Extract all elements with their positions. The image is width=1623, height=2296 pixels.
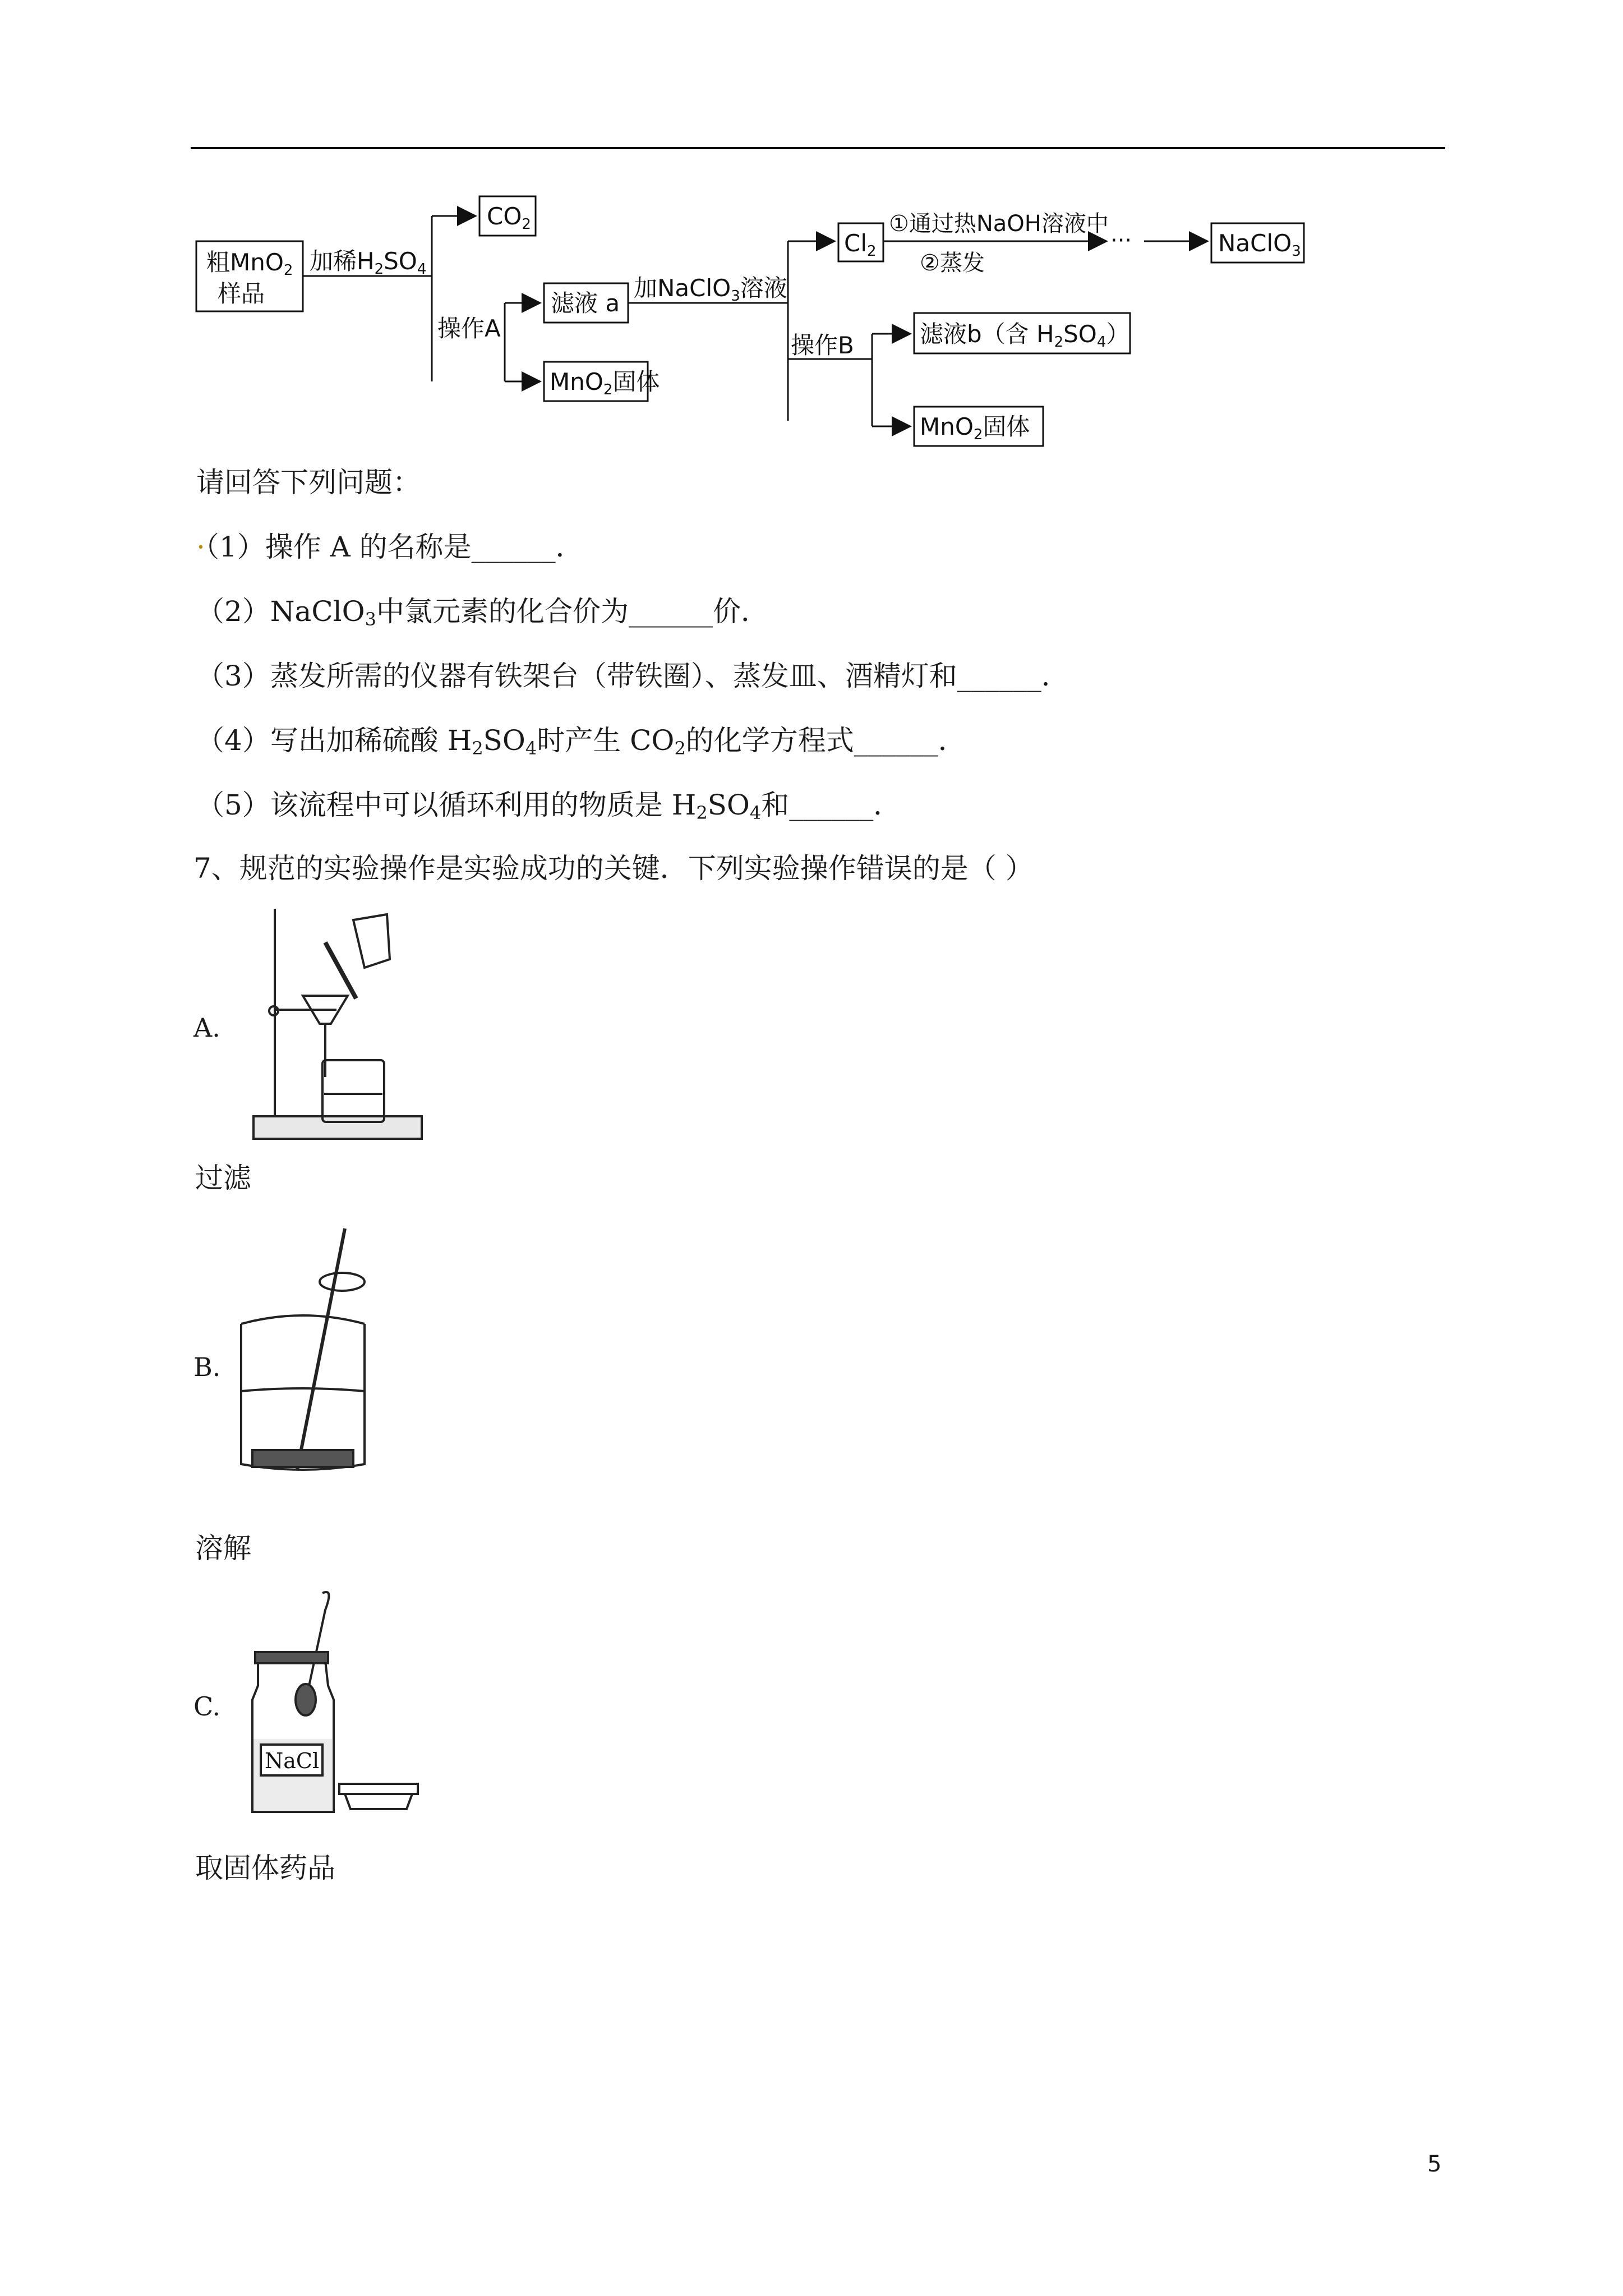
svg-text:NaClO3: NaClO3 <box>1218 229 1301 260</box>
option-b-letter: B. <box>193 1352 221 1382</box>
svg-text:滤液b（含 H2SO4）: 滤液b（含 H2SO4） <box>920 320 1130 351</box>
option-a-letter: A. <box>193 1013 220 1043</box>
header-rule <box>191 147 1445 149</box>
question-4: （4）写出加稀硫酸 $H_2SO_4$时产生 $CO_2$的化学方程式______． <box>196 724 966 759</box>
svg-text:CO2: CO2 <box>487 203 531 233</box>
questions-intro: 请回答下列问题： <box>196 466 421 499</box>
svg-text:操作B: 操作B <box>791 332 854 359</box>
nacl-label: NaCl <box>265 1749 320 1773</box>
svg-text:②蒸发: ②蒸发 <box>920 250 985 276</box>
svg-text:MnO2固体: MnO2固体 <box>920 413 1030 443</box>
option-c-caption: 取固体药品 <box>195 1852 335 1884</box>
svg-text:粗MnO2: 粗MnO2 <box>206 249 293 279</box>
svg-text:MnO2固体: MnO2固体 <box>550 368 660 398</box>
svg-text:①通过热NaOH溶液中: ①通过热NaOH溶液中 <box>889 211 1109 237</box>
solid-reagent-illustration <box>236 1588 426 1829</box>
svg-text:···: ··· <box>1110 228 1132 254</box>
question-5: （5）该流程中可以循环利用的物质是 $H_2SO_4$和______． <box>196 789 902 823</box>
dissolving-illustration <box>230 1223 376 1475</box>
svg-text:加NaClO3溶液: 加NaClO3溶液 <box>634 274 787 305</box>
svg-text:操作A: 操作A <box>437 315 501 342</box>
svg-text:滤液 a: 滤液 a <box>551 289 620 317</box>
option-c-letter: C. <box>193 1691 221 1722</box>
svg-text:Cl2: Cl2 <box>844 229 877 260</box>
svg-text:加稀H2SO4: 加稀H2SO4 <box>310 247 427 278</box>
process-flowchart <box>191 185 1357 454</box>
option-b-caption: 溶解 <box>195 1532 251 1565</box>
option-a-caption: 过滤 <box>195 1162 251 1194</box>
page-number: 5 <box>1427 2151 1442 2177</box>
question-3: （3）蒸发所需的仪器有铁架台（带铁圈）、蒸发皿、酒精灯和______． <box>196 660 1069 692</box>
question-1: ·（1）操作 A 的名称是______． <box>196 531 584 563</box>
question-2: （2）NaClO$_3$中氯元素的化合价为______价． <box>196 595 769 630</box>
svg-text:样品: 样品 <box>218 280 265 307</box>
question-7: 7、规范的实验操作是实验成功的关键．下列实验操作错误的是（ ） <box>193 852 1034 885</box>
filtration-illustration <box>241 903 432 1156</box>
